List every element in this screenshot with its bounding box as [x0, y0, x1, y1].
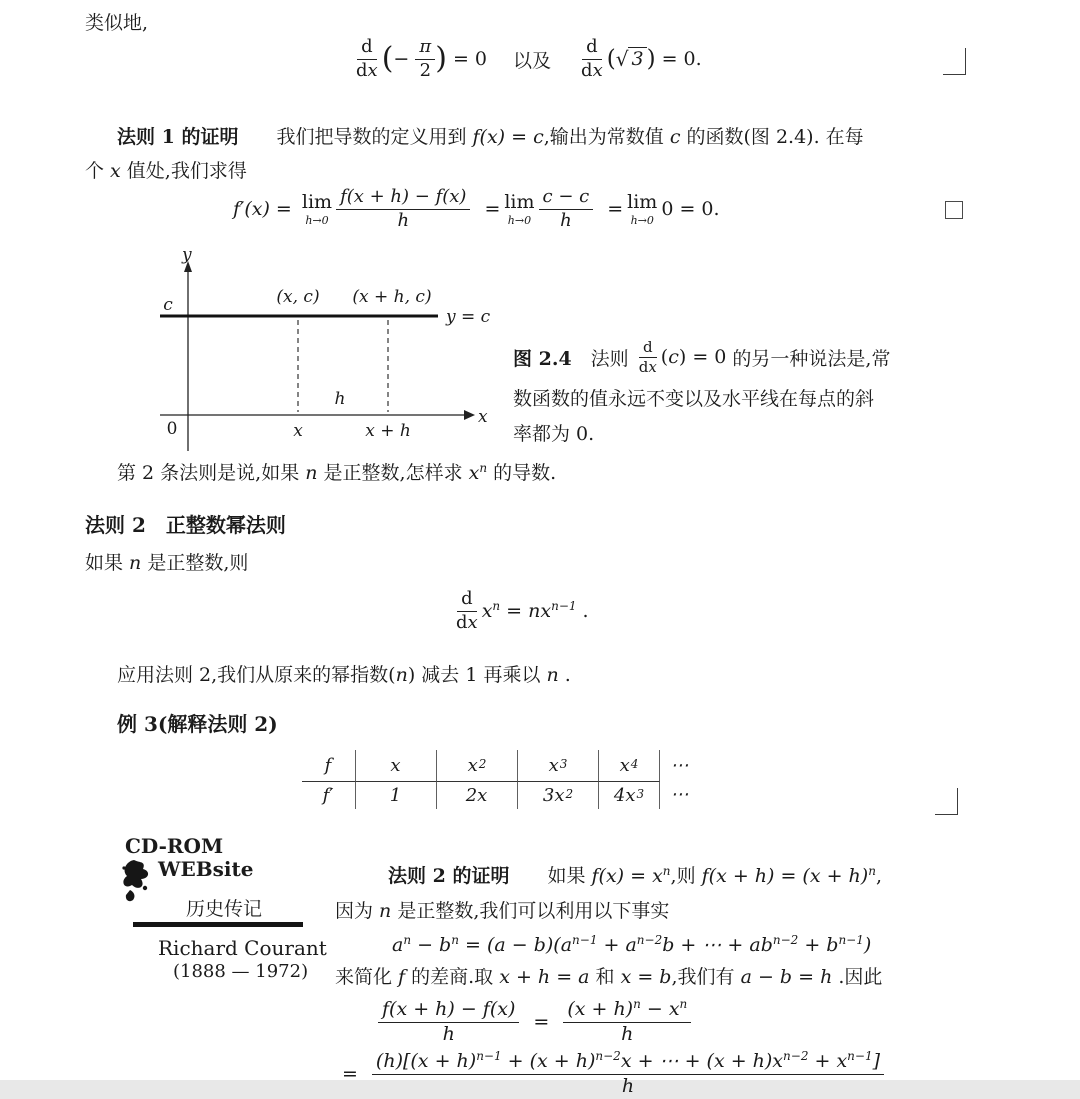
x-axis-label: x: [478, 407, 488, 427]
d-dx-fraction: d dx: [638, 338, 657, 376]
limit-operator: lim h→0: [627, 190, 658, 227]
difference-quotient-fraction: f(x + h) − f(x) h: [336, 186, 470, 232]
point-x-plus-h-c-label: (x + h, c): [352, 287, 432, 307]
x-plus-h-tick-label: x + h: [365, 421, 411, 441]
sqrt-3: √ 3: [616, 47, 647, 71]
rule2-heading: 法则 2 正整数幂法则: [85, 513, 286, 537]
x-axis-arrow: [464, 410, 475, 420]
d-dx-fraction: d dx: [356, 36, 378, 81]
expansion-fraction: $(h)[(x + h)^{n-1} + (x + h)^{n-2}x$ + ⋯ + $(x + h)x^{n-2} + x^{n-1}$] h: [372, 1050, 884, 1099]
table-cell: 1: [356, 781, 437, 809]
biography-name: Richard Courant: [158, 936, 327, 960]
rule1-proof-line1: 法则 1 的证明 我们把导数的定义用到 f(x) = c,输出为常数值 c 的函数(图 2.4). 在每: [117, 126, 864, 148]
equation-expansion-clipped: = $(h)[(x + h)^{n-1} + (x + h)^{n-2}x$ + ⋯ + $(x + h)x^{n-2} + x^{n-1}$] h: [342, 1050, 884, 1099]
d-dx-fraction: d dx: [581, 36, 603, 81]
table-row: [302, 781, 700, 809]
rule2-proof-line1: 法则 2 的证明 如果 $f(x) = x^n$,则 $f(x + h) = (x + h)^n$,: [388, 864, 882, 887]
rule1-proof-line2: 个 x 值处,我们求得: [85, 160, 247, 182]
limit-operator: lim h→0: [301, 190, 333, 227]
example3-heading: 例 3(解释法则 2): [117, 712, 278, 736]
point-x-c-label: (x, c): [276, 287, 320, 307]
equation-an-bn-factorization: $a^n - b^n = (a - b)(a^{n-1} + a^{n-2}b$ + ⋯ + $ab^{n-2} + b^{n-1}$): [392, 933, 872, 956]
table-cell: 3x $^2$: [518, 781, 599, 809]
margin-divider: [133, 922, 303, 927]
ink-blot-icon: [120, 858, 154, 906]
difference-quotient-fraction: f(x + h) − f(x) h: [378, 998, 519, 1047]
bio-label: 历史传记: [186, 898, 263, 920]
similarly-text: 类似地,: [85, 12, 149, 34]
equation-power-rule: d dx $x^n = nx^{n-1}$ .: [452, 588, 589, 634]
derivative-table: [302, 750, 700, 809]
y-equals-c-label: y = c: [446, 307, 491, 327]
table-cell: x: [356, 750, 437, 781]
constant-function-plot: [140, 246, 510, 464]
figure-caption-line2: 数函数的值永远不变以及水平线在每点的斜: [513, 388, 875, 410]
biography-years: (1888 — 1972): [173, 961, 309, 982]
rule2-proof-line3: 来简化 f 的差商.取 x + h = a 和 x = b,我们有 a − b = h .因此: [335, 966, 883, 988]
table-row: [302, 750, 700, 781]
conjunction-text: 以及: [513, 49, 552, 72]
figure-2-4-graph: [140, 246, 510, 468]
corner-mark: [935, 788, 958, 815]
d-dx-fraction: d dx: [456, 588, 478, 633]
limit-operator: lim h→0: [504, 190, 535, 227]
origin-label: 0: [166, 419, 178, 439]
y-axis-label: y: [182, 245, 192, 265]
apply-rule2-text: 应用法则 2,我们从原来的幂指数(n) 减去 1 再乘以 n .: [117, 664, 571, 686]
website-label: WEBsite: [158, 857, 254, 881]
table-cell: f: [302, 750, 356, 781]
corner-mark: [943, 48, 966, 75]
c-minus-c-fraction: c − c h: [539, 186, 594, 232]
table-cell: 2x: [437, 781, 518, 809]
rule2-intro-text: 第 2 条法则是说,如果 n 是正整数,怎样求 $x^n$ 的导数.: [117, 461, 557, 484]
table-cell: x $^4$: [599, 750, 660, 781]
table-cell: f′: [302, 781, 356, 809]
equation-limit-derivative: f′(x) = lim h→0 f(x + h) − f(x) h = lim h→0 c − c h = lim h→0 0 = 0.: [233, 186, 720, 231]
figure-number: 图 2.4: [513, 347, 572, 370]
figure-caption-line3: 率都为 0.: [513, 423, 595, 445]
h-label: h: [334, 389, 346, 409]
table-cell: ⋯: [670, 784, 689, 805]
c-label: c: [163, 295, 173, 315]
rule2-condition: 如果 n 是正整数,则: [85, 552, 249, 574]
table-cell: 4x $^3$: [599, 781, 660, 809]
x-tick-label: x: [293, 421, 303, 441]
equation-derivative-constants: d dx ( − $\frac{\pi}{2}$ ) = 0 以及 d dx ( √ 3 ) = 0.: [352, 36, 702, 82]
power-difference-fraction: $(x + h)^n - x^n$ h: [563, 998, 691, 1047]
table-cell: x $^3$: [518, 750, 599, 781]
equation-difference-quotient: f(x + h) − f(x) h = $(x + h)^n - x^n$ h: [378, 998, 691, 1047]
pi-over-2-fraction: $\frac{\pi}{2}$: [415, 36, 435, 82]
table-cell: x $^2$: [437, 750, 518, 781]
figure-caption-line1: 图 2.4 法则 d dx (c) = 0 的另一种说法是,常: [513, 338, 891, 376]
cdrom-label: CD-ROM: [125, 834, 224, 858]
qed-box: [945, 201, 963, 219]
rule2-proof-line2: 因为 n 是正整数,我们可以利用以下事实: [335, 900, 670, 922]
table-cell: ⋯: [670, 755, 689, 776]
